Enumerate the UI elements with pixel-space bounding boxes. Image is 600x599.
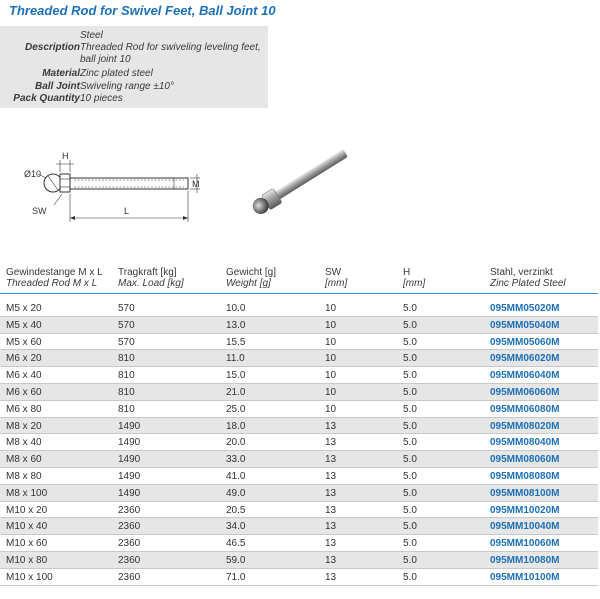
article-number-link[interactable]: 095MM10100M <box>490 571 560 583</box>
table-cell-size: M10 x 20 <box>6 504 48 516</box>
table-cell-load: 570 <box>118 319 135 331</box>
table-cell-h: 5.0 <box>403 554 417 566</box>
table-cell-h: 5.0 <box>403 571 417 583</box>
table-row <box>0 367 598 384</box>
article-number-link[interactable]: 095MM10040M <box>490 521 560 533</box>
table-cell-weight: 10.0 <box>226 303 246 314</box>
table-cell-weight: 13.0 <box>226 319 246 331</box>
table-cell-weight: 15.0 <box>226 370 246 382</box>
table-cell-sw: 13 <box>325 420 337 432</box>
column-header <box>118 267 184 289</box>
spec-value: ball joint 10 <box>80 54 131 65</box>
table-cell-load: 810 <box>118 370 135 382</box>
table-cell-load: 1490 <box>118 470 141 482</box>
spec-label: Material <box>42 68 80 79</box>
column-header-de: SW <box>325 267 342 278</box>
table-cell-weight: 59.0 <box>226 554 246 566</box>
table-cell-load: 2360 <box>118 504 141 516</box>
table-cell-load: 810 <box>118 353 135 365</box>
column-header <box>226 267 276 289</box>
table-cell-sw: 13 <box>325 521 337 533</box>
drawing-label-l: L <box>124 206 130 216</box>
table-cell-size: M8 x 80 <box>6 470 42 482</box>
table-cell-h: 5.0 <box>403 521 417 533</box>
table-cell-sw: 13 <box>325 571 337 583</box>
drawing-label-m: M <box>192 179 200 189</box>
table-row <box>0 384 598 401</box>
table-cell-size: M5 x 60 <box>6 336 42 348</box>
column-header-en: [mm] <box>325 278 348 289</box>
table-cell-sw: 10 <box>325 319 337 331</box>
table-cell-sw: 10 <box>325 386 337 398</box>
table-cell-weight: 33.0 <box>226 454 246 466</box>
table-cell-sw: 13 <box>325 504 337 516</box>
table-cell-load: 2360 <box>118 554 141 566</box>
table-cell-size: M8 x 20 <box>6 420 42 432</box>
column-header <box>403 267 425 289</box>
table-row <box>0 434 598 451</box>
spec-value: Zinc plated steel <box>80 68 153 79</box>
table-row <box>0 468 598 485</box>
table-cell-sw: 13 <box>325 487 337 499</box>
table-cell-sw: 13 <box>325 470 337 482</box>
table-cell-size: M10 x 40 <box>6 521 48 533</box>
column-header-en: [mm] <box>403 278 426 289</box>
article-number-link[interactable]: 095MM08040M <box>490 437 560 449</box>
table-cell-sw: 13 <box>325 538 337 550</box>
table-cell-weight: 20.5 <box>226 504 246 516</box>
column-header-en: Threaded Rod M x L <box>6 278 98 289</box>
table-cell-h: 5.0 <box>403 319 417 331</box>
table-cell-h: 5.0 <box>403 370 417 382</box>
table-cell-load: 570 <box>118 336 135 348</box>
column-header-de: Gewindestange M x L <box>6 267 103 278</box>
table-cell-sw: 13 <box>325 554 337 566</box>
table-cell-size: M10 x 100 <box>6 571 53 583</box>
table-cell-weight: 46.5 <box>226 538 246 550</box>
article-number-link[interactable]: 095MM10080M <box>490 554 560 566</box>
product-table <box>0 300 598 586</box>
table-cell-h: 5.0 <box>403 353 417 365</box>
table-cell-size: M5 x 20 <box>6 303 42 314</box>
article-number-link[interactable]: 095MM05020M <box>490 303 560 314</box>
table-cell-weight: 71.0 <box>226 571 246 583</box>
table-cell-h: 5.0 <box>403 420 417 432</box>
table-cell-load: 1490 <box>118 420 141 432</box>
table-cell-sw: 10 <box>325 336 337 348</box>
article-number-link[interactable]: 095MM06080M <box>490 403 560 415</box>
column-header-en: Max. Load [kg] <box>118 278 184 289</box>
column-header-de: Stahl, verzinkt <box>490 267 553 278</box>
spec-panel <box>0 26 268 108</box>
article-number-link[interactable]: 095MM10020M <box>490 504 560 516</box>
article-number-link[interactable]: 095MM06040M <box>490 370 560 382</box>
table-cell-load: 2360 <box>118 571 141 583</box>
spec-value: 10 pieces <box>80 93 123 104</box>
table-cell-sw: 13 <box>325 454 337 466</box>
table-cell-load: 1490 <box>118 487 141 499</box>
product-photo <box>240 142 360 222</box>
column-header-en: Zinc Plated Steel <box>490 278 566 289</box>
column-header-de: Tragkraft [kg] <box>118 267 177 278</box>
table-row <box>0 317 598 334</box>
table-cell-sw: 10 <box>325 303 337 314</box>
table-cell-size: M10 x 80 <box>6 554 48 566</box>
table-cell-load: 570 <box>118 303 135 314</box>
table-cell-weight: 49.0 <box>226 487 246 499</box>
table-cell-size: M10 x 60 <box>6 538 48 550</box>
table-cell-weight: 11.0 <box>226 353 245 365</box>
table-cell-weight: 41.0 <box>226 470 246 482</box>
table-cell-weight: 34.0 <box>226 521 246 533</box>
table-cell-weight: 15.5 <box>226 336 246 348</box>
table-row <box>0 485 598 502</box>
spec-label: Ball Joint <box>34 81 80 92</box>
table-cell-weight: 18.0 <box>226 420 246 432</box>
drawing-label-h: H <box>62 151 69 161</box>
table-cell-load: 810 <box>118 403 135 415</box>
table-cell-h: 5.0 <box>403 470 417 482</box>
article-number-link[interactable]: 095MM08020M <box>490 420 560 432</box>
table-cell-h: 5.0 <box>403 386 417 398</box>
table-row <box>0 451 598 468</box>
table-cell-load: 1490 <box>118 454 141 466</box>
spec-value: Threaded Rod for swiveling leveling feet, <box>80 42 261 53</box>
table-cell-sw: 10 <box>325 370 337 382</box>
spec-value: Steel <box>80 30 103 41</box>
table-cell-load: 2360 <box>118 521 141 533</box>
spec-label: Description <box>24 42 80 53</box>
header-rule <box>0 293 598 294</box>
article-number-link[interactable]: 095MM05040M <box>490 319 560 331</box>
spec-value: Swiveling range ±10° <box>80 81 174 92</box>
table-row <box>0 518 598 535</box>
column-header <box>490 267 566 289</box>
table-row <box>0 552 598 569</box>
table-cell-h: 5.0 <box>403 487 417 499</box>
table-cell-load: 1490 <box>118 437 141 449</box>
table-cell-h: 5.0 <box>403 538 417 550</box>
article-number-link[interactable]: 095MM08100M <box>490 487 560 499</box>
table-cell-h: 5.0 <box>403 504 417 516</box>
table-cell-weight: 25.0 <box>226 403 246 415</box>
column-header-de: Gewicht [g] <box>226 267 277 278</box>
table-cell-weight: 20.0 <box>226 437 246 449</box>
table-cell-size: M6 x 60 <box>6 386 42 398</box>
table-cell-h: 5.0 <box>403 437 417 449</box>
table-cell-weight: 21.0 <box>226 386 246 398</box>
article-number-link[interactable]: 095MM08060M <box>490 454 560 466</box>
drawing-label-sw: SW <box>32 206 47 216</box>
table-cell-size: M8 x 40 <box>6 437 42 449</box>
column-header-de: H <box>403 267 411 278</box>
table-row <box>0 569 598 586</box>
drawing-label-diameter: Ø10 <box>24 169 42 179</box>
spec-label: Pack Quantity <box>13 93 80 104</box>
table-row <box>0 535 598 552</box>
article-number-link[interactable]: 095MM08080M <box>490 470 560 482</box>
column-header-en: Weight [g] <box>226 278 271 289</box>
table-cell-size: M5 x 40 <box>6 319 42 331</box>
table-cell-size: M6 x 80 <box>6 403 42 415</box>
table-cell-size: M6 x 40 <box>6 370 42 382</box>
column-header <box>6 267 103 289</box>
table-row <box>0 401 598 418</box>
technical-drawing <box>4 150 219 230</box>
table-cell-h: 5.0 <box>403 403 417 415</box>
table-cell-h: 5.0 <box>403 303 417 314</box>
article-number-link[interactable]: 095MM10060M <box>490 538 560 550</box>
table-row <box>0 350 598 367</box>
table-row <box>0 300 598 317</box>
table-cell-size: M6 x 20 <box>6 353 42 365</box>
table-row <box>0 334 598 351</box>
table-cell-h: 5.0 <box>403 454 417 466</box>
table-row <box>0 502 598 519</box>
column-header <box>325 267 347 289</box>
article-number-link[interactable]: 095MM06060M <box>490 386 560 398</box>
table-cell-sw: 10 <box>325 403 337 415</box>
table-cell-load: 810 <box>118 386 135 398</box>
table-row <box>0 418 598 435</box>
table-cell-load: 2360 <box>118 538 141 550</box>
article-number-link[interactable]: 095MM05060M <box>490 336 560 348</box>
table-cell-size: M8 x 100 <box>6 487 48 499</box>
page-title: Threaded Rod for Swivel Feet, Ball Joint 10 <box>9 3 276 18</box>
table-cell-sw: 13 <box>325 437 337 449</box>
table-cell-size: M8 x 60 <box>6 454 42 466</box>
table-cell-h: 5.0 <box>403 336 417 348</box>
article-number-link[interactable]: 095MM06020M <box>490 353 560 365</box>
table-cell-sw: 10 <box>325 353 337 365</box>
